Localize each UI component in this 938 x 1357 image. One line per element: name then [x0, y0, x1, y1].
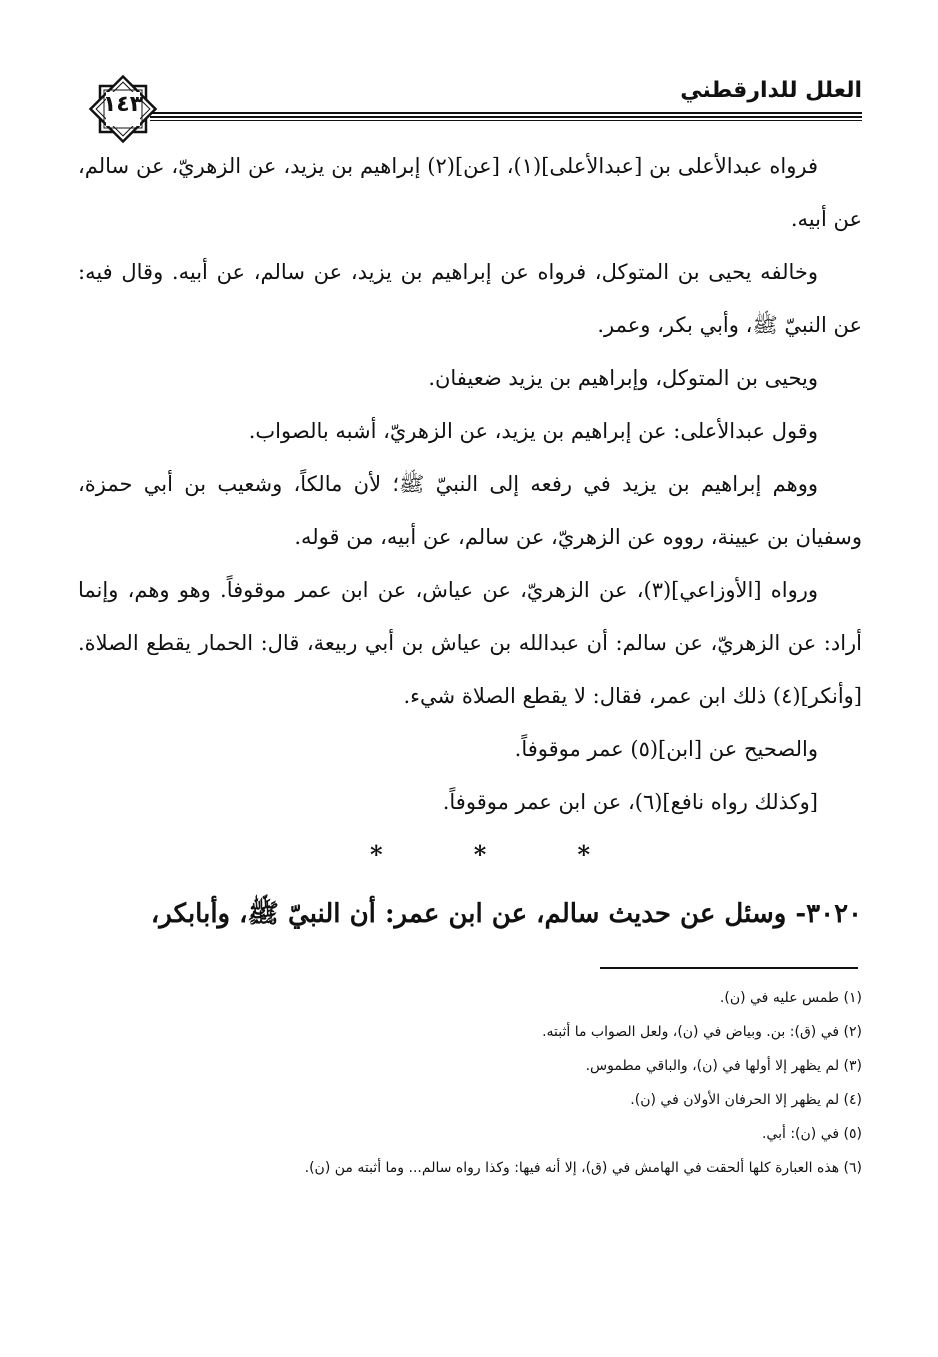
footnote: (٣) لم يظهر إلا أولها في (ن)، والباقي مطموس. [585, 1058, 862, 1074]
section-separator [370, 840, 590, 869]
body-paragraph: ويحيى بن المتوكل، وإبراهيم بن يزيد ضعيفان. [428, 366, 818, 390]
body-paragraph: وخالفه يحيى بن المتوكل، فرواه عن إبراهيم بن يزيد، عن سالم، عن أبيه. وقال فيه: عن النبيّ ﷺ، وأبي بكر، وعمر. [78, 260, 862, 337]
header-rule [150, 116, 862, 118]
body-paragraph: ووهم إبراهيم بن يزيد في رفعه إلى النبيّ ﷺ؛ لأن مالكاً، وشعيب بن أبي حمزة، وسفيان بن عيينة، رووه عن الزهريّ، عن سالم، عن أبيه، من قوله. [78, 472, 862, 549]
body-paragraph: فرواه عبدالأعلى بن [عبدالأعلى](١)، [عن](٢) إبراهيم بن يزيد، عن الزهريّ، عن سالم، عن أبيه. [78, 154, 862, 231]
separator-star: * [473, 840, 487, 869]
header-rule [150, 112, 862, 114]
footnote: (١) طمس عليه في (ن). [719, 990, 862, 1006]
header-rule [150, 120, 862, 121]
page-number-badge [86, 72, 160, 146]
body-paragraph: وقول عبدالأعلى: عن إبراهيم بن يزيد، عن الزهريّ، أشبه بالصواب. [248, 419, 818, 443]
body-paragraph: [وكذلك رواه نافع](٦)، عن ابن عمر موقوفاً. [442, 790, 818, 814]
entry-heading: ٣٠٢٠- وسئل عن حديث سالم، عن ابن عمر: أن النبيّ ﷺ، وأبابكر، [150, 899, 862, 929]
footnote-rule [600, 967, 858, 969]
footnote: (٤) لم يظهر إلا الحرفان الأولان في (ن). [630, 1092, 862, 1108]
footnotes [180, 988, 862, 1192]
separator-star: * [370, 840, 383, 869]
footnote: (٢) في (ق): بن. وبياض في (ن)، ولعل الصواب ما أثبته. [542, 1024, 862, 1040]
page-number: ١٤٣ [102, 92, 144, 117]
separator-star: * [577, 840, 590, 869]
footnote: (٦) هذه العبارة كلها ألحقت في الهامش في (ق)، إلا أنه فيها: وكذا رواه سالم... وما أثبته من (ن). [304, 1160, 862, 1176]
body-paragraph: ورواه [الأوزاعي](٣)، عن الزهريّ، عن عياش، عن ابن عمر موقوفاً. وهو وهم، وإنما أراد: عن الزهريّ، عن سالم: أن عبدالله بن عياش بن أبي ربيعة، قال: الحمار يقطع الصلاة. [وأنكر](٤) ذلك ابن عمر، فقال: لا يقطع الصلاة شيء. [78, 578, 862, 708]
running-header-title: العلل للدارقطني [680, 78, 862, 103]
body-paragraph: والصحيح عن [ابن](٥) عمر موقوفاً. [514, 737, 818, 761]
footnote: (٥) في (ن): أبي. [761, 1126, 862, 1142]
